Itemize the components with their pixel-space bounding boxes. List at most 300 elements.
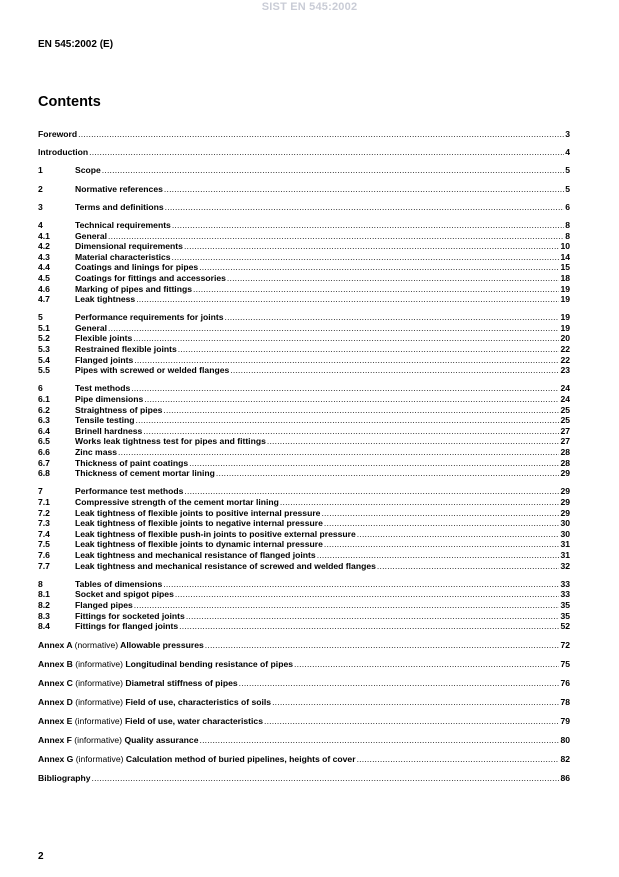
toc-entry-number: 4.3 (38, 251, 50, 262)
toc-spacer (38, 376, 570, 384)
toc-entry[interactable] (38, 621, 570, 632)
toc-entry-title-group (75, 458, 188, 469)
toc-entry[interactable] (38, 241, 570, 252)
toc-entry[interactable] (38, 716, 570, 727)
toc-entry-number: 8.4 (38, 621, 50, 632)
toc-leader-dots (78, 129, 564, 140)
toc-entry-title: Zinc mass (75, 447, 118, 457)
toc-spacer (38, 194, 570, 202)
toc-entry[interactable] (38, 355, 570, 366)
toc-entry-title: Leak tightness and mechanical resistance of flanged joints (75, 549, 316, 560)
toc-entry[interactable] (38, 284, 570, 295)
toc-entry-number: 7 (38, 486, 43, 497)
toc-entry[interactable] (38, 184, 570, 195)
toc-entry-title-group (75, 241, 183, 252)
toc-page-number: 28 (560, 447, 570, 457)
toc-leader-dots (267, 436, 560, 447)
toc-entry-number: 6.1 (38, 394, 50, 405)
toc-entry-title: General (75, 322, 108, 333)
toc-spacer (38, 670, 570, 678)
toc-entry-title: Performance requirements for joints (75, 312, 224, 323)
toc-entry-title: Leak tightness of flexible joints to dynamic internal pressure (75, 539, 323, 550)
toc-entry[interactable] (38, 129, 570, 140)
toc-entry-title: Performance test methods (75, 486, 184, 497)
toc-entry-title-group (75, 312, 224, 323)
toc-leader-dots (321, 508, 559, 519)
toc-page-number: 35 (560, 599, 570, 610)
toc-spacer (38, 305, 570, 313)
toc-annex-type: (informative) (75, 753, 124, 764)
toc-entry-title-group (75, 252, 171, 263)
toc-leader-dots (92, 773, 560, 784)
toc-entry-title-group (38, 659, 293, 670)
toc-spacer (38, 708, 570, 716)
toc-entry-number: 7.4 (38, 528, 50, 539)
toc-entry[interactable] (38, 147, 570, 158)
document-id: EN 545:2002 (E) (38, 39, 114, 50)
toc-page-number: 86 (560, 772, 570, 783)
toc-entry-title: Bibliography (38, 772, 91, 783)
toc-entry-number: 6.4 (38, 425, 50, 436)
toc-entry-title: Works leak tightness test for pipes and fittings (75, 436, 266, 447)
toc-entry-title: Flanged pipes (75, 599, 133, 610)
toc-entry[interactable] (38, 312, 570, 323)
toc-entry-number: 5.1 (38, 322, 50, 333)
toc-entry-title: Material characteristics (75, 251, 171, 262)
toc-entry[interactable] (38, 600, 570, 611)
toc-entry-title-group (75, 294, 135, 305)
toc-entry-title: Longitudinal bending resistance of pipes (125, 659, 293, 670)
toc-entry-title: General (75, 230, 108, 241)
toc-leader-dots (179, 621, 559, 632)
toc-entry-number: 4.6 (38, 283, 50, 294)
page-number: 2 (38, 851, 44, 862)
toc-leader-dots (357, 529, 560, 540)
toc-entry-number: 5.3 (38, 344, 50, 355)
toc-entry-number: 5 (38, 312, 43, 323)
toc-entry[interactable] (38, 294, 570, 305)
toc-entry-title: Thickness of paint coatings (75, 457, 189, 468)
toc-annex-type: (informative) (75, 659, 124, 670)
toc-entry-number: 7.2 (38, 507, 50, 518)
toc-spacer (38, 212, 570, 220)
toc-entry-number: 7.5 (38, 539, 50, 550)
toc-entry[interactable] (38, 659, 570, 670)
toc-leader-dots (89, 147, 564, 158)
toc-spacer (38, 632, 570, 640)
toc-entry-title-group (75, 355, 133, 366)
toc-leader-dots (184, 486, 559, 497)
toc-leader-dots (377, 561, 560, 572)
toc-annex-label: Annex B (38, 659, 73, 670)
toc-entry-number: 6.6 (38, 447, 50, 457)
toc-entry-title-group (38, 129, 77, 140)
toc-page-number: 75 (560, 659, 570, 670)
toc-entry-title-group (75, 202, 164, 213)
toc-entry-title-group (75, 561, 376, 572)
toc-page-number: 25 (560, 404, 570, 415)
toc-leader-dots (317, 550, 560, 561)
toc-entry-title-group (75, 579, 162, 590)
toc-entry-number: 4.5 (38, 272, 50, 283)
toc-entry-title-group (75, 383, 130, 394)
toc-leader-dots (134, 355, 559, 366)
toc-page-number: 27 (560, 425, 570, 436)
toc-entry-title: Socket and spigot pipes (75, 589, 174, 600)
toc-leader-dots (102, 165, 564, 176)
toc-entry-title: Quality assurance (124, 735, 199, 745)
toc-entry-title: Normative references (75, 183, 163, 194)
toc-annex-type: (informative) (74, 716, 123, 727)
toc-entry-number: 4.1 (38, 230, 50, 241)
toc-entry-title: Flanged joints (75, 354, 134, 365)
toc-annex-type: (informative) (74, 735, 123, 745)
toc-entry-number: 4.7 (38, 294, 50, 305)
toc-entry[interactable] (38, 486, 570, 497)
toc-entry-title: Technical requirements (75, 219, 171, 230)
toc-entry-number: 5.4 (38, 354, 50, 365)
toc-entry[interactable] (38, 518, 570, 529)
toc-entry[interactable] (38, 323, 570, 334)
toc-entry[interactable] (38, 697, 570, 708)
toc-entry-title: Thickness of cement mortar lining (75, 468, 215, 479)
toc-entry-title: Fittings for flanged joints (75, 621, 179, 632)
toc-entry-title: Leak tightness of flexible joints to positive internal pressure (75, 507, 321, 518)
toc-entry-number: 6 (38, 383, 43, 394)
toc-spacer (38, 176, 570, 184)
toc-entry-title: Compressive strength of the cement mortar lining (75, 496, 279, 507)
toc-leader-dots (230, 365, 559, 376)
toc-annex-type: (informative) (75, 697, 124, 708)
toc-entry-number: 4 (38, 219, 43, 230)
toc-entry-title-group (38, 678, 238, 689)
toc-page-number: 19 (560, 312, 570, 323)
toc-entry-title: Field of use, water characteristics (124, 716, 263, 727)
toc-entry[interactable] (38, 220, 570, 231)
toc-page-number: 76 (560, 678, 570, 689)
toc-entry-number: 5.5 (38, 365, 50, 376)
toc-leader-dots (216, 468, 560, 479)
toc-leader-dots (225, 312, 560, 323)
toc-leader-dots (178, 344, 560, 355)
toc-entry[interactable] (38, 436, 570, 447)
toc-page-number: 19 (560, 322, 570, 333)
toc-entry-title: Pipe dimensions (75, 394, 144, 405)
toc-leader-dots (144, 394, 559, 405)
toc-entry[interactable] (38, 202, 570, 213)
toc-entry-title-group (75, 184, 163, 195)
toc-entry[interactable] (38, 468, 570, 479)
toc-leader-dots (184, 241, 560, 252)
toc-spacer (38, 689, 570, 697)
toc-entry[interactable] (38, 550, 570, 561)
toc-page-number: 6 (565, 201, 570, 212)
table-of-contents (38, 129, 570, 784)
toc-entry[interactable] (38, 394, 570, 405)
toc-entry-number: 4.2 (38, 241, 50, 252)
toc-page-number: 22 (560, 344, 570, 355)
toc-entry-title: Tables of dimensions (75, 578, 163, 589)
toc-page-number: 8 (565, 219, 570, 230)
toc-entry[interactable] (38, 529, 570, 540)
toc-page-number: 24 (560, 394, 570, 405)
toc-page-number: 19 (560, 294, 570, 305)
toc-page-number: 29 (560, 507, 570, 518)
toc-entry-number: 3 (38, 201, 43, 212)
toc-entry-number: 4.4 (38, 262, 50, 273)
toc-entry[interactable] (38, 383, 570, 394)
toc-leader-dots (163, 405, 559, 416)
toc-spacer (38, 651, 570, 659)
toc-page-number: 78 (560, 697, 570, 708)
toc-page-number: 24 (560, 383, 570, 394)
toc-leader-dots (108, 231, 564, 242)
toc-page-number: 32 (560, 560, 570, 571)
toc-entry-number: 6.3 (38, 415, 50, 426)
toc-leader-dots (172, 220, 564, 231)
toc-annex-label: Annex E (38, 716, 73, 727)
toc-entry-title: Allowable pressures (120, 640, 204, 651)
toc-entry-title: Test methods (75, 383, 131, 394)
toc-entry-title: Restrained flexible joints (75, 344, 177, 355)
toc-page-number: 28 (560, 457, 570, 468)
toc-page-number: 25 (560, 415, 570, 426)
toc-entry-title-group (75, 273, 226, 284)
toc-entry-title: Diametral stiffness of pipes (125, 678, 238, 689)
toc-entry-title: Foreword (38, 129, 78, 139)
toc-page-number: 31 (560, 549, 570, 560)
toc-entry-title-group (75, 550, 316, 561)
toc-entry-title-group (75, 231, 107, 242)
toc-entry-title-group (75, 323, 107, 334)
toc-annex-type: (normative) (74, 640, 119, 651)
toc-entry-title: Coatings for fittings and accessories (75, 272, 226, 283)
toc-entry-title-group (38, 697, 271, 708)
toc-page-number: 33 (560, 589, 570, 600)
toc-entry[interactable] (38, 458, 570, 469)
toc-annex-label: Annex C (38, 678, 73, 689)
toc-page-number: 14 (560, 251, 570, 262)
toc-leader-dots (118, 447, 559, 458)
toc-entry-title-group (38, 147, 88, 158)
toc-entry-title: Introduction (38, 147, 89, 158)
toc-entry-title: Brinell hardness (75, 425, 143, 436)
toc-entry-title-group (75, 426, 142, 437)
toc-entry[interactable] (38, 344, 570, 355)
toc-spacer (38, 571, 570, 579)
toc-entry[interactable] (38, 333, 570, 344)
toc-entry[interactable] (38, 579, 570, 590)
toc-entry[interactable] (38, 773, 570, 784)
toc-page-number: 20 (560, 333, 570, 344)
toc-entry-title-group (75, 518, 323, 529)
toc-entry[interactable] (38, 508, 570, 519)
toc-entry-title-group (75, 405, 162, 416)
toc-page-number: 52 (560, 621, 570, 632)
toc-entry-title-group (75, 447, 117, 458)
toc-entry-title: Terms and definitions (75, 201, 164, 212)
toc-entry-title-group (75, 539, 323, 550)
toc-page-number: 8 (565, 230, 570, 241)
toc-entry[interactable] (38, 640, 570, 651)
toc-leader-dots (239, 678, 560, 689)
toc-page-number: 80 (560, 735, 570, 745)
toc-leader-dots (136, 415, 560, 426)
toc-entry-title-group (38, 716, 263, 727)
toc-page-number: 5 (565, 183, 570, 194)
toc-page-number: 79 (560, 716, 570, 727)
toc-page-number: 4 (565, 147, 570, 158)
toc-entry-number: 6.7 (38, 457, 50, 468)
toc-entry[interactable] (38, 165, 570, 176)
toc-entry-number: 6.2 (38, 404, 50, 415)
toc-entry-title-group (75, 589, 174, 600)
toc-entry[interactable] (38, 426, 570, 437)
toc-entry[interactable] (38, 365, 570, 376)
toc-entry-title-group (75, 497, 279, 508)
toc-entry-title: Field of use, characteristics of soils (125, 697, 272, 708)
toc-leader-dots (200, 735, 560, 746)
toc-entry-title-group (75, 508, 320, 519)
toc-entry-title-group (75, 611, 185, 622)
toc-page-number: 22 (560, 354, 570, 365)
toc-page-number: 30 (560, 528, 570, 539)
toc-page-number: 23 (560, 365, 570, 376)
toc-leader-dots (294, 659, 559, 670)
toc-entry-title-group (38, 773, 91, 784)
toc-entry-number: 8.1 (38, 589, 50, 600)
toc-page-number: 29 (560, 486, 570, 497)
toc-entry-title-group (75, 394, 143, 405)
toc-entry-title-group (75, 344, 177, 355)
toc-entry-title: Leak tightness (75, 294, 136, 305)
toc-entry-title-group (75, 529, 356, 540)
toc-entry-title-group (38, 754, 356, 765)
toc-leader-dots (324, 539, 560, 550)
toc-entry-title: Dimensional requirements (75, 241, 183, 252)
toc-spacer (38, 727, 570, 735)
toc-annex-label: Annex F (38, 735, 72, 745)
toc-entry-number: 7.6 (38, 549, 50, 560)
toc-leader-dots (131, 383, 559, 394)
toc-entry-title: Calculation method of buried pipelines, heights of cover (125, 753, 356, 764)
toc-entry[interactable] (38, 447, 570, 458)
toc-leader-dots (199, 262, 559, 273)
toc-leader-dots (136, 294, 559, 305)
toc-page-number: 29 (560, 468, 570, 479)
toc-entry-title: Leak tightness and mechanical resistance of screwed and welded flanges (75, 560, 376, 571)
toc-leader-dots (264, 716, 559, 727)
toc-leader-dots (134, 600, 560, 611)
toc-entry[interactable] (38, 678, 570, 689)
toc-entry[interactable] (38, 497, 570, 508)
toc-leader-dots (189, 458, 559, 469)
toc-entry-number: 1 (38, 165, 43, 176)
toc-entry-title: Tensile testing (75, 415, 135, 426)
toc-page-number: 29 (560, 496, 570, 507)
toc-entry[interactable] (38, 589, 570, 600)
toc-entry-title-group (75, 436, 266, 447)
toc-page-number: 15 (560, 262, 570, 273)
toc-page-number: 33 (560, 578, 570, 589)
toc-entry-number: 8.2 (38, 599, 50, 610)
toc-entry-title: Leak tightness of flexible push-in joints to positive external pressure (75, 528, 356, 539)
toc-entry-number: 6.8 (38, 468, 50, 479)
toc-leader-dots (357, 754, 560, 765)
watermark: SIST EN 545:2002 (261, 1, 358, 13)
toc-entry[interactable] (38, 273, 570, 284)
toc-leader-dots (175, 589, 560, 600)
toc-entry[interactable] (38, 754, 570, 765)
toc-entry-title-group (75, 262, 198, 273)
toc-entry-number: 2 (38, 183, 43, 194)
toc-annex-label: Annex D (38, 697, 73, 708)
toc-page-number: 5 (565, 165, 570, 176)
toc-entry-title: Scope (75, 165, 101, 176)
toc-entry[interactable] (38, 231, 570, 242)
toc-leader-dots (143, 426, 559, 437)
toc-entry[interactable] (38, 611, 570, 622)
toc-leader-dots (280, 497, 560, 508)
toc-page-number: 3 (565, 129, 570, 139)
toc-entry-title: Leak tightness of flexible joints to negative internal pressure (75, 518, 323, 529)
toc-entry-title: Coatings and linings for pipes (75, 262, 199, 273)
toc-spacer (38, 746, 570, 754)
toc-spacer (38, 140, 570, 148)
toc-entry-number: 5.2 (38, 333, 50, 344)
toc-page-number: 30 (560, 518, 570, 529)
toc-page-number: 27 (560, 436, 570, 447)
toc-leader-dots (165, 202, 565, 213)
toc-entry-number: 7.1 (38, 496, 50, 507)
toc-annex-label: Annex A (38, 640, 73, 651)
toc-page-number: 82 (560, 753, 570, 764)
toc-page-number: 19 (560, 283, 570, 294)
toc-entry-title-group (38, 640, 204, 651)
toc-entry-number: 8 (38, 578, 43, 589)
toc-entry-title-group (75, 468, 215, 479)
toc-entry-title-group (75, 486, 183, 497)
toc-spacer (38, 479, 570, 487)
toc-entry-title: Marking of pipes and fittings (75, 283, 192, 294)
toc-entry[interactable] (38, 561, 570, 572)
toc-entry-title-group (75, 333, 132, 344)
toc-leader-dots (272, 697, 559, 708)
toc-leader-dots (227, 273, 560, 284)
toc-entry[interactable] (38, 415, 570, 426)
toc-entry-title-group (75, 415, 135, 426)
toc-entry[interactable] (38, 262, 570, 273)
toc-page-number: 72 (560, 640, 570, 651)
toc-annex-label: Annex G (38, 753, 74, 764)
toc-leader-dots (164, 184, 564, 195)
toc-entry[interactable] (38, 405, 570, 416)
page-title: Contents (38, 94, 101, 110)
toc-entry-title-group (75, 165, 101, 176)
toc-entry[interactable] (38, 252, 570, 263)
toc-leader-dots (108, 323, 559, 334)
toc-entry-number: 7.7 (38, 560, 50, 571)
toc-leader-dots (133, 333, 559, 344)
toc-page-number: 10 (560, 241, 570, 252)
toc-entry[interactable] (38, 735, 570, 746)
toc-page-number: 18 (560, 272, 570, 283)
toc-entry-title: Fittings for socketed joints (75, 610, 185, 621)
toc-entry-number: 8.3 (38, 610, 50, 621)
toc-entry-title-group (38, 735, 199, 746)
toc-entry[interactable] (38, 539, 570, 550)
toc-entry-title-group (75, 284, 192, 295)
